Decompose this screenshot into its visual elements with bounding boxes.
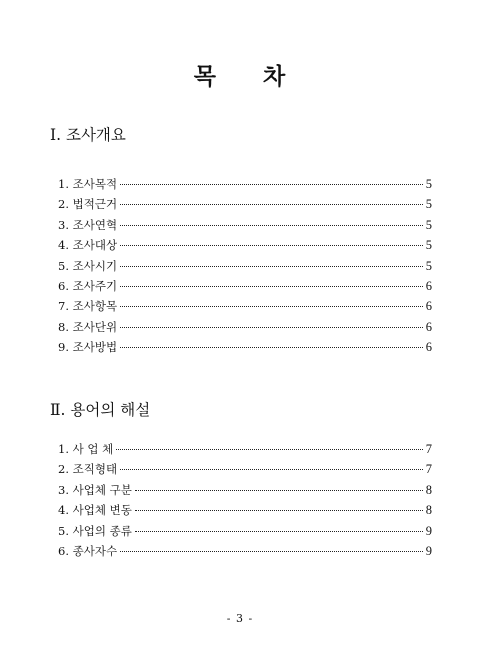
entry-page-number: 6	[425, 319, 432, 334]
entry-label: 조사주기	[72, 278, 118, 293]
entry-page-number: 9	[425, 523, 432, 538]
dot-leader	[120, 225, 423, 226]
entry-page-number: 6	[425, 278, 432, 293]
entry-page-number: 7	[425, 462, 432, 477]
entry-page-number: 5	[425, 258, 432, 273]
entry-label: 조직형태	[72, 462, 118, 477]
dot-leader	[135, 510, 423, 511]
toc-entry[interactable]	[58, 339, 432, 359]
dot-leader	[120, 551, 423, 552]
entry-page-number: 7	[425, 442, 432, 456]
toc-entry[interactable]	[58, 319, 432, 339]
entry-label: 조사방법	[72, 340, 118, 355]
entry-number: 6.	[58, 278, 73, 293]
dot-leader	[120, 306, 423, 307]
entry-number: 1.	[58, 177, 73, 191]
entry-number: 2.	[58, 197, 73, 212]
title-char-2: 차	[263, 63, 287, 90]
toc-entry[interactable]	[58, 523, 432, 543]
entry-label: 조사연혁	[72, 217, 118, 232]
entry-page-number: 5	[425, 217, 432, 232]
entry-page-number: 8	[425, 482, 432, 497]
entry-number: 3.	[58, 482, 73, 497]
dot-leader	[120, 469, 423, 470]
dot-leader	[135, 531, 423, 532]
toc-entry[interactable]	[58, 176, 432, 196]
entry-page-number: 5	[425, 197, 432, 212]
entry-number: 4.	[58, 503, 73, 518]
entry-page-number: 6	[425, 340, 432, 355]
toc-entry[interactable]	[58, 502, 432, 522]
entry-number: 4.	[58, 238, 73, 253]
page-number-footer: - 3 -	[226, 612, 254, 625]
entry-label: 조사단위	[72, 319, 118, 334]
page-title	[0, 58, 480, 91]
dot-leader	[120, 327, 423, 328]
dot-leader	[120, 245, 423, 246]
toc-entry[interactable]	[58, 217, 432, 237]
dot-leader	[120, 204, 423, 205]
entry-number: 7.	[58, 299, 73, 314]
entry-label: 사업체 구분	[72, 482, 132, 497]
entry-page-number: 9	[425, 543, 432, 558]
title-char-1: 목	[193, 63, 217, 90]
toc-entry[interactable]	[58, 237, 432, 257]
dot-leader	[120, 184, 423, 185]
toc-entry[interactable]	[58, 543, 432, 563]
entry-label: 조사시기	[72, 258, 118, 273]
section-heading-2: Ⅱ. 용어의 해설	[50, 401, 151, 419]
entry-number: 6.	[58, 543, 73, 558]
entry-label: 사업체 변동	[72, 503, 132, 518]
section-heading-1: Ⅰ. 조사개요	[50, 126, 126, 144]
entry-label: 조사항목	[72, 299, 118, 314]
toc-entry[interactable]	[58, 278, 432, 298]
dot-leader	[116, 449, 422, 450]
toc-entry[interactable]	[58, 482, 432, 502]
entry-number: 5.	[58, 258, 73, 273]
entry-label: 사업의 종류	[72, 523, 132, 538]
entry-number: 1.	[58, 442, 73, 456]
dot-leader	[120, 347, 423, 348]
entry-number: 3.	[58, 217, 73, 232]
toc-entry[interactable]	[58, 441, 432, 461]
entry-number: 8.	[58, 319, 73, 334]
entry-label: 사 업 체	[72, 442, 114, 456]
dot-leader	[135, 490, 423, 491]
entry-number: 9.	[58, 340, 73, 355]
entry-label: 종사자수	[72, 543, 118, 558]
dot-leader	[120, 266, 423, 267]
entry-label: 법적근거	[72, 197, 118, 212]
entry-page-number: 5	[425, 177, 432, 191]
toc-entry[interactable]	[58, 461, 432, 481]
entry-page-number: 8	[425, 503, 432, 518]
entry-number: 5.	[58, 523, 73, 538]
entry-label: 조사대상	[72, 238, 118, 253]
entry-number: 2.	[58, 462, 73, 477]
entry-label: 조사목적	[72, 177, 118, 191]
toc-entry[interactable]	[58, 196, 432, 216]
entry-page-number: 6	[425, 299, 432, 314]
toc-list-section-1	[58, 176, 432, 360]
toc-entry[interactable]	[58, 298, 432, 318]
toc-entry[interactable]	[58, 258, 432, 278]
toc-list-section-2	[58, 441, 432, 563]
dot-leader	[120, 286, 423, 287]
entry-page-number: 5	[425, 238, 432, 253]
